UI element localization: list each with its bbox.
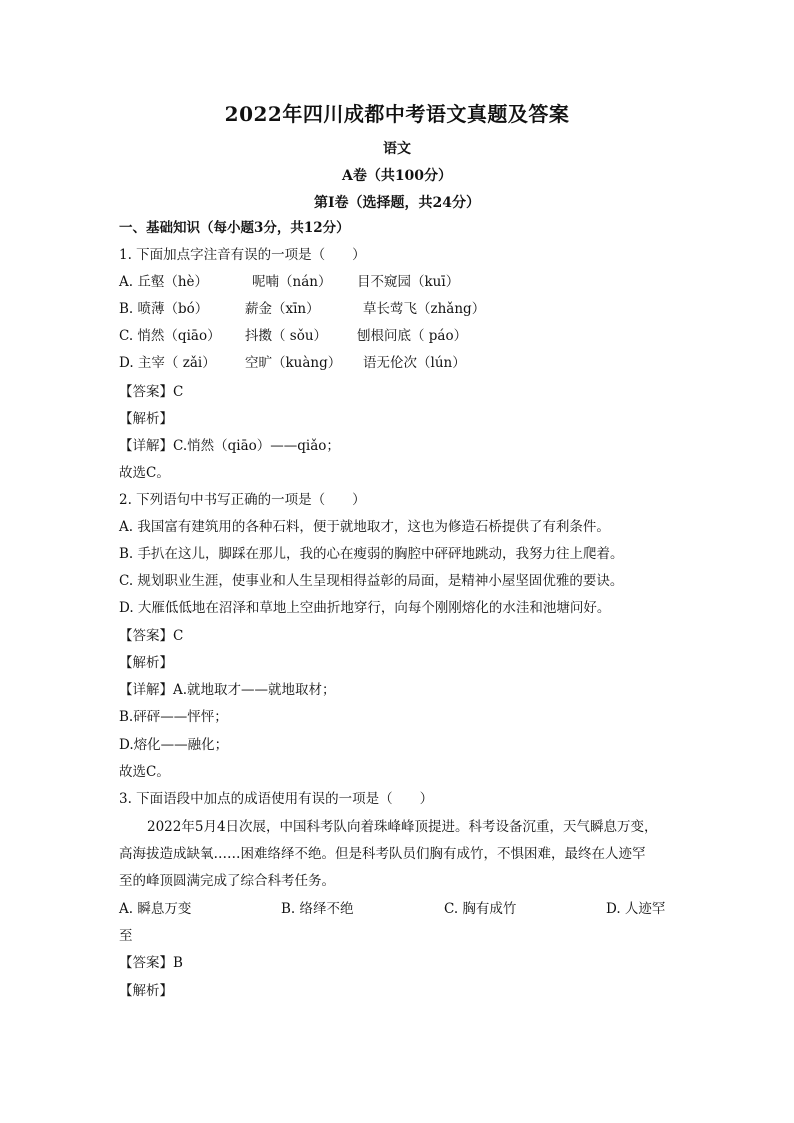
question-2-analysis: 【解析】 — [119, 655, 173, 671]
question-3-option-d-continuation: 至 — [119, 928, 133, 944]
question-2-option-c: C. 规划职业生涯，使事业和人生呈现相得益彰的局面，是精神小屋坚固优雅的要诀。 — [119, 573, 624, 589]
part-one-label: 第Ⅰ卷（选择题，共24分） — [313, 195, 481, 211]
question-3-analysis: 【解析】 — [119, 983, 173, 999]
question-3-passage-line-1: 2022年5月4日次展，中国科考队向着珠峰峰顶提进。科考设备沉重，天气瞬息万变， — [147, 819, 658, 835]
question-1-detail: 【详解】C.悄然（qiāo）——qiǎo； — [119, 438, 340, 454]
question-3-stem: 3. 下面语段中加点的成语使用有误的一项是（ ） — [119, 791, 434, 807]
question-3-answer: 【答案】B — [119, 955, 183, 971]
question-3-option-b: B. 络绎不绝 — [281, 901, 354, 917]
question-2-detail-b: B.砰砰——怦怦； — [119, 709, 228, 725]
question-2-stem: 2. 下列语句中书写正确的一项是（ ） — [119, 492, 366, 508]
subject-label: 语文 — [383, 141, 411, 157]
section-heading: 一、基础知识（每小题3分，共12分） — [119, 220, 350, 236]
question-1-analysis: 【解析】 — [119, 411, 173, 427]
question-2-detail-d: D.熔化——融化； — [119, 737, 229, 753]
question-3-option-a: A. 瞬息万变 — [119, 901, 192, 917]
question-3-passage-line-2: 高海拔造成缺氧……困难络绎不绝。但是科考队员们胸有成竹，不惧困难，最终在人迹罕 — [119, 846, 646, 862]
question-1-answer: 【答案】C — [119, 384, 184, 400]
question-3-option-d: D. 人迹罕 — [606, 901, 666, 917]
document-title: 2022年四川成都中考语文真题及答案 — [224, 102, 570, 126]
volume-a-label: A卷（共100分） — [341, 168, 453, 184]
question-1-stem: 1. 下面加点字注音有误的一项是（ ） — [119, 247, 366, 263]
question-2-conclusion: 故选C。 — [119, 764, 170, 780]
question-2-detail: 【详解】A.就地取才——就地取材； — [119, 682, 336, 698]
document-page: 2022年四川成都中考语文真题及答案 语文 A卷（共100分） 第Ⅰ卷（选择题，共24分） 一、基础知识（每小题3分，共12分） 1. 下面加点字注音有误的一项是（ ） A. 丘壑（hè） 呢喃（nán） 目不窥园（kuī） B. 喷薄（bó） 薪金（xīn） 草长莺飞（zhǎng） C. 悄然（qiāo） 抖擞（ sǒu） 刨根问底（ páo） D. 主宰（ zǎi） 空旷（kuàng） 语无伦次（lún） 【答案】C 【解析】 【详解】C.悄然（qiāo）——qiǎo； 故选C。 2. 下列语句中书写正确的一项是（ ） A. 我国富有建筑用的各种石料，便于就地取才，这也为修造石桥提供了有利条件。 B. 手扒在这儿，脚踩在那儿，我的心在瘦弱的胸腔中砰砰地跳动，我努力往上爬着。 C. 规划职业生涯，使事业和人生呈现相得益彰的局面，是精神小屋坚固优雅的要诀。 D. 大雁低低地在沼泽和草地上空曲折地穿行，向每个刚刚熔化的水洼和池塘问好。 【答案】C 【解析】 【详解】A.就地取才——就地取材； B.砰砰——怦怦； D.熔化——融化； 故选C。 3. 下面语段中加点的成语使用有误的一项是（ ） 2022年5月4日次展，中国科考队向着珠峰峰顶提进。科考设备沉重，天气瞬息万变， 高海拔造成缺氧……困难络绎不绝。但是科考队员们胸有成竹，不惧困难，最终在人迹罕 至的峰顶圆满完成了综合科考任务。 A. 瞬息万变 B. 络绎不绝 C. 胸有成竹 D. 人迹罕 至 【答案】B 【解析】 — [0, 0, 794, 1123]
question-3-passage-line-3: 至的峰顶圆满完成了综合科考任务。 — [119, 873, 335, 889]
question-3-option-c: C. 胸有成竹 — [444, 901, 517, 917]
question-1-conclusion: 故选C。 — [119, 465, 170, 481]
question-2-option-d: D. 大雁低低地在沼泽和草地上空曲折地穿行，向每个刚刚熔化的水洼和池塘问好。 — [119, 600, 611, 616]
question-2-answer: 【答案】C — [119, 628, 184, 644]
question-2-option-b: B. 手扒在这儿，脚踩在那儿，我的心在瘦弱的胸腔中砰砰地跳动，我努力往上爬着。 — [119, 546, 624, 562]
question-2-option-a: A. 我国富有建筑用的各种石料，便于就地取才，这也为修造石桥提供了有利条件。 — [119, 519, 610, 535]
